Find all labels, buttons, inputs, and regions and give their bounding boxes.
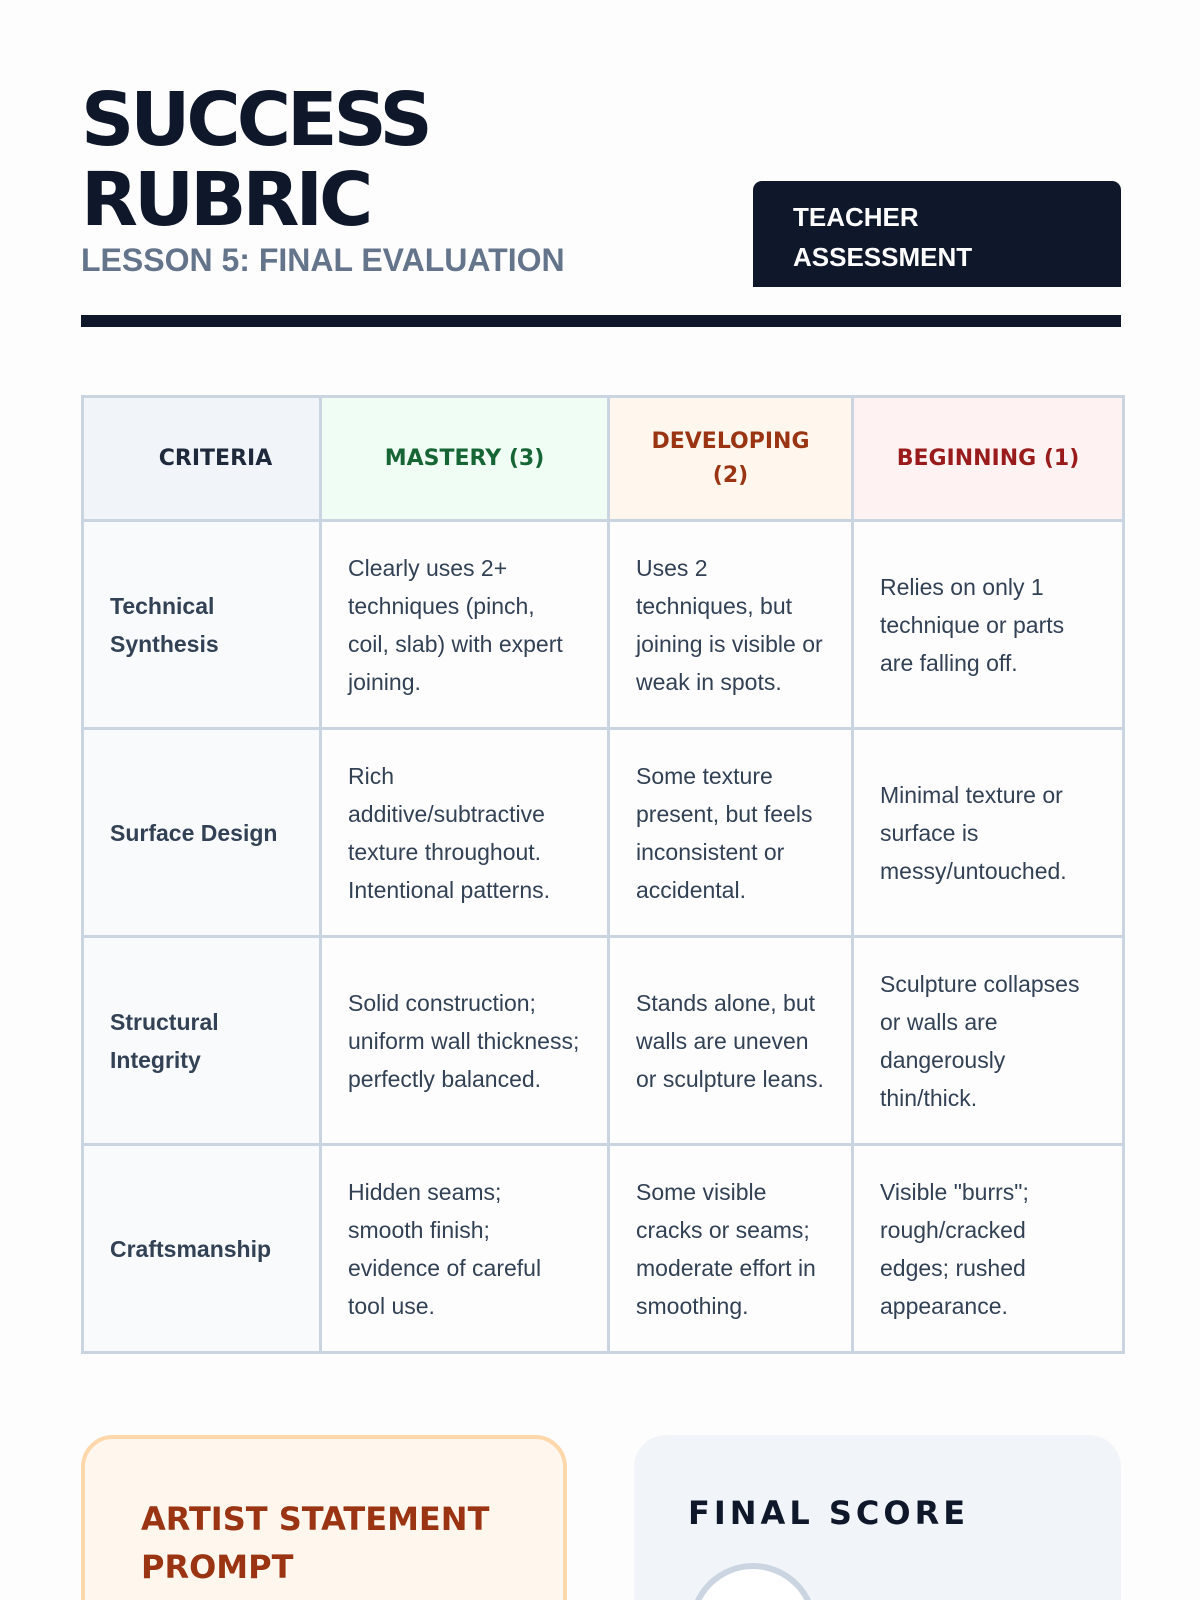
beginning-cell: Minimal texture or surface is messy/untouched. (853, 729, 1124, 937)
developing-cell: Some texture present, but feels inconsistent or accidental. (609, 729, 853, 937)
table-row (83, 1145, 1124, 1353)
criterion-cell: Technical Synthesis (83, 521, 321, 729)
final-score-title: FINAL SCORE (688, 1494, 970, 1532)
mastery-cell: Clearly uses 2+ techniques (pinch, coil, slab) with expert joining. (321, 521, 609, 729)
beginning-cell: Relies on only 1 technique or parts are falling off. (853, 521, 1124, 729)
score-circle[interactable] (689, 1563, 817, 1600)
developing-cell: Some visible cracks or seams; moderate effort in smoothing. (609, 1145, 853, 1353)
lesson-subtitle: LESSON 5: FINAL EVALUATION (81, 242, 565, 278)
rubric-table (81, 395, 1125, 1354)
table-row (83, 729, 1124, 937)
final-score-card (634, 1435, 1121, 1600)
header-developing: DEVELOPING (2) (609, 397, 853, 521)
criterion-cell: Structural Integrity (83, 937, 321, 1145)
badge-line-2: ASSESSMENT (793, 242, 973, 272)
title-line-1: SUCCESS (81, 77, 429, 163)
beginning-cell: Sculpture collapses or walls are dangerously thin/thick. (853, 937, 1124, 1145)
header-beginning: BEGINNING (1) (853, 397, 1124, 521)
mastery-cell: Rich additive/subtractive texture throughout. Intentional patterns. (321, 729, 609, 937)
title-line-2: RUBRIC (81, 157, 370, 243)
table-row (83, 937, 1124, 1145)
mastery-cell: Solid construction; uniform wall thickness; perfectly balanced. (321, 937, 609, 1145)
table-row (83, 521, 1124, 729)
beginning-cell: Visible "burrs"; rough/cracked edges; rushed appearance. (853, 1145, 1124, 1353)
rubric-header-row (83, 397, 1124, 521)
artist-statement-card (81, 1435, 567, 1600)
criterion-cell: Surface Design (83, 729, 321, 937)
criterion-cell: Craftsmanship (83, 1145, 321, 1353)
artist-statement-title: ARTIST STATEMENT PROMPT (141, 1500, 490, 1586)
mastery-cell: Hidden seams; smooth finish; evidence of careful tool use. (321, 1145, 609, 1353)
badge-line-1: TEACHER (793, 202, 919, 232)
developing-cell: Uses 2 techniques, but joining is visible or weak in spots. (609, 521, 853, 729)
header-divider (81, 315, 1121, 327)
developing-cell: Stands alone, but walls are uneven or sculpture leans. (609, 937, 853, 1145)
teacher-assessment-badge (753, 181, 1121, 287)
page-title (81, 77, 429, 243)
header-mastery: MASTERY (3) (321, 397, 609, 521)
header-criteria: CRITERIA (83, 397, 321, 521)
